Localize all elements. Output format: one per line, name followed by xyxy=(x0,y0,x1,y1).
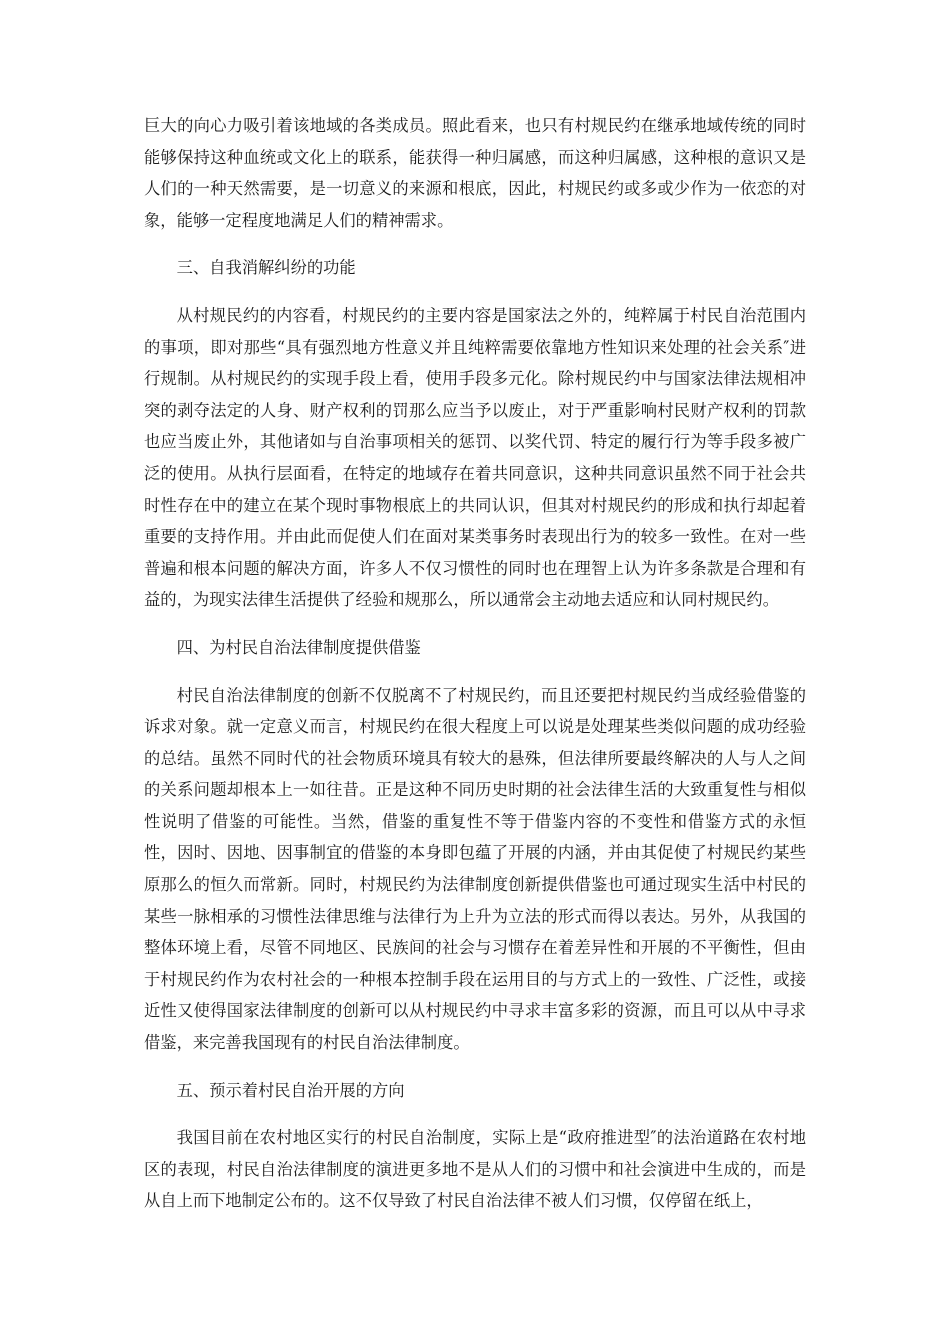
section-heading-3: 三、自我消解纠纷的功能 xyxy=(176,258,356,278)
section-heading-5: 五、预示着村民自治开展的方向 xyxy=(176,1080,405,1100)
paragraph: 从村规民约的内容看，村规民约的主要内容是国家法之外的，纯粹属于村民自治范围内的事项，即对那些“具有强烈地方性意义并且纯粹需要依靠地方性知识来处理的社会关系″进行规制。从村规民约的实现手段上看，使用手段多元化。除村规民约中与国家法律法规相冲突的剥夺法定的人身、财产权利的罚那么应当予以废止，对于严重影响村民财产权利的罚款也应当废止外，其他诸如与自治事项相关的惩罚、以奖代罚、特定的履行行为等手段多被广泛的使用。从执行层面看，在特定的地域存在着共同意识，这种共同意识虽然不同于社会共时性存在中的建立在某个现时事物根底上的共同认识，但其对村规民约的形成和执行却起着重要的支持作用。并由此而促使人们在面对某类事务时表现出行为的较多一致性。在对一些普遍和根本问题的解决方面，许多人不仅习惯性的同时也在理智上认为许多条款是合理和有益的，为现实法律生活提供了经验和规那么，所以通常会主动地去适应和认同村规民约。 xyxy=(144,305,806,610)
paragraph: 我国目前在农村地区实行的村民自治制度，实际上是“政府推进型″的法治道路在农村地区的表现，村民自治法律制度的演进更多地不是从人们的习惯中和社会演进中生成的，而是从自上而下地制定公布的。这不仅导致了村民自治法律不被人们习惯，仅停留在纸上， xyxy=(144,1128,806,1211)
section-heading-4: 四、为村民自治法律制度提供借鉴 xyxy=(176,637,421,657)
document-page xyxy=(144,110,806,1233)
paragraph-continued: 巨大的向心力吸引着该地域的各类成员。照此看来，也只有村规民约在继承地域传统的同时能够保持这种血统或文化上的联系，能获得一种归属感，而这种归属感，这种根的意识又是人们的一种天然需要，是一切意义的来源和根底，因此，村规民约或多或少作为一依恋的对象，能够一定程度地满足人们的精神需求。 xyxy=(144,116,806,230)
paragraph: 村民自治法律制度的创新不仅脱离不了村规民约，而且还要把村规民约当成经验借鉴的诉求对象。就一定意义而言，村规民约在很大程度上可以说是处理某些类似问题的成功经验的总结。虽然不同时代的社会物质环境具有较大的悬殊，但法律所要最终解决的人与人之间的关系问题却根本上一如往昔。正是这种不同历史时期的社会法律生活的大致重复性与相似性说明了借鉴的可能性。当然，借鉴的重复性不等于借鉴内容的不变性和借鉴方式的永恒性，因时、因地、因事制宜的借鉴的本身即包蕴了开展的内涵，并由其促使了村规民约某些原那么的恒久而常新。同时，村规民约为法律制度创新提供借鉴也可通过现实生活中村民的某些一脉相承的习惯性法律思维与法律行为上升为立法的形式而得以表达。另外，从我国的整体环境上看，尽管不同地区、民族间的社会与习惯存在着差异性和开展的不平衡性，但由于村规民约作为农村社会的一种根本控制手段在运用目的与方式上的一致性、广泛性，或接近性又使得国家法律制度的创新可以从村规民约中寻求丰富多彩的资源，而且可以从中寻求借鉴，来完善我国现有的村民自治法律制度。 xyxy=(144,685,806,1053)
